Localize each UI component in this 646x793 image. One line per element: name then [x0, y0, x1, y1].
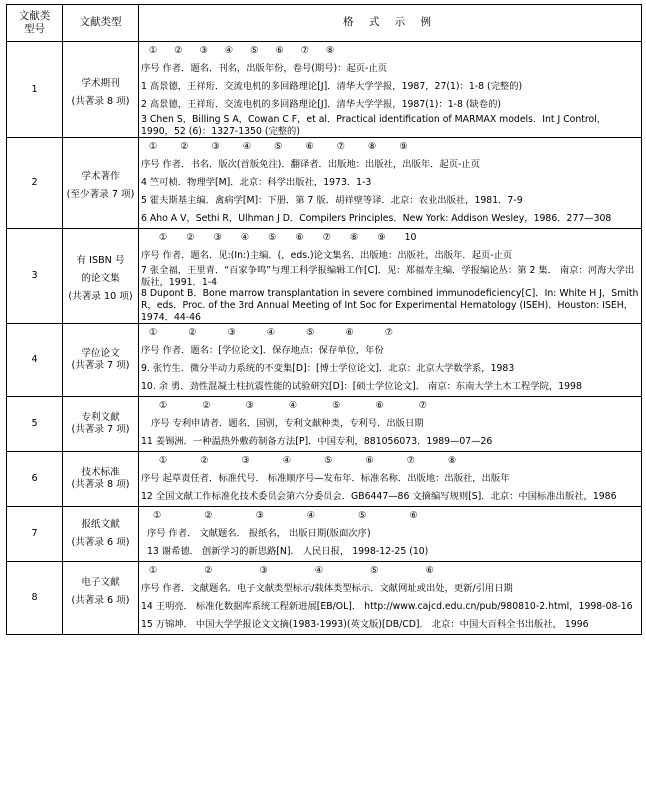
example-line: 15 万锦坤． 中国大学学报论文文摘(1983-1993)(英文版)[DB/CD]． 北京：中国大百科全书出版社， 1996	[141, 619, 589, 631]
type-cell	[63, 229, 139, 324]
type-count: (共著录 6 项)	[71, 595, 130, 607]
type-cell	[63, 42, 139, 138]
example-cell	[139, 324, 642, 397]
format-line: 序号 作者．题名．见:(In:)主编．(，eds.)论文集名．出版地：出版社，出版年．起页-止页	[141, 250, 513, 262]
example-cell	[139, 138, 642, 229]
format-line: 序号 作者．文献题名．电子文献类型标示/载体类型标示．文献网址或出处，更新/引用日期	[141, 583, 513, 595]
example-line: 14 王明亮． 标准化数据库系统工程新进展[EB/OL]． http://www.cajcd.edu.cn/pub/980810-2.html，1998-08-16	[141, 601, 633, 613]
type-count: (共著录 7 项)	[71, 424, 130, 436]
row-thesis	[7, 324, 642, 397]
example-line: 7 张全福，王里青．“百家争鸣”与理工科学报编辑工作[C]．见：郑福寿主编．学报编论丛：第 2 集． 南京：河海大学出版社，1991．1-4	[141, 265, 635, 288]
example-cell	[139, 229, 642, 324]
row-electronic	[7, 562, 642, 635]
example-line: 4 竺可桢．物理学[M]．北京：科学出版社，1973．1-3	[141, 177, 372, 189]
field-markers: ① ② ③ ④ ⑤ ⑥	[153, 510, 418, 522]
header-type: 文献类型	[63, 5, 139, 42]
example-line: 13 谢希德． 创新学习的新思路[N]． 人民日报， 1998-12-25 (10)	[147, 546, 429, 558]
type-cell	[63, 507, 139, 562]
field-markers: ① ② ③ ④ ⑤ ⑥ ⑦ ⑧ ⑨ 10	[159, 232, 417, 244]
example-cell	[139, 397, 642, 452]
type-label: 学术期刊	[81, 77, 120, 89]
row-proceedings	[7, 229, 642, 324]
format-line: 序号 作者．题名：[学位论文]．保存地点：保存单位，年份	[141, 345, 384, 357]
row-number: 4	[7, 324, 63, 397]
example-line: 5 霍夫斯基主编．禽病学[M]：下册．第 7 版．胡祥壁等译．北京：农业出版社，1981．7-9	[141, 195, 523, 207]
reference-format-table	[6, 4, 642, 635]
type-cell	[63, 562, 139, 635]
row-book	[7, 138, 642, 229]
example-cell	[139, 452, 642, 507]
field-markers: ① ② ③ ④ ⑤ ⑥ ⑦	[159, 400, 428, 412]
example-line: 11 姜锡洲．一种温热外敷药制备方法[P]．中国专利，881056073．1989—07—26	[141, 436, 493, 448]
header-type-number	[7, 5, 63, 42]
row-journal	[7, 42, 642, 138]
type-count: (共著录 8 项)	[71, 479, 130, 491]
type-cell	[63, 397, 139, 452]
row-number: 3	[7, 229, 63, 324]
example-line: 3 Chen S，Billing S A，Cowan C F，et al．Practical identification of MARMAX models．Int J Control，1990，52 (6)：1327-1350 (完整的)	[141, 114, 607, 137]
field-markers: ① ② ③ ④ ⑤ ⑥ ⑦	[149, 327, 394, 339]
type-label: 学位论文	[81, 348, 120, 360]
row-number: 8	[7, 562, 63, 635]
row-number: 7	[7, 507, 63, 562]
example-line: 8 Dupont B．Bone marrow transplantation in severe combined immunodeficiency[C]．In: White H J，Smith R，eds．Proc. of the 3rd Annual Meeting of Int Soc for Experimental Hematology (ISEH)．Houston: ISEH，1974．44-46	[141, 288, 639, 323]
format-line: 序号 作者． 文献题名． 报纸名， 出版日期(版面次序)	[147, 528, 371, 540]
type-count: (共著录 8 项)	[71, 95, 130, 107]
example-cell	[139, 562, 642, 635]
type-label: 学术著作	[81, 171, 120, 183]
example-line: 6 Aho A V，Sethi R，Ulhman J D．Compilers Principles．New York: Addison Wesley，1986．277—308	[141, 213, 612, 225]
type-label: 电子文献	[81, 577, 120, 589]
type-cell	[63, 138, 139, 229]
type-label: 报纸文献	[81, 519, 120, 531]
row-number: 5	[7, 397, 63, 452]
row-patent	[7, 397, 642, 452]
header-type-number-line1: 文献类	[18, 9, 51, 22]
format-line: 序号 专利申请者．题名．国别，专利文献种类，专利号．出版日期	[151, 418, 424, 430]
row-number: 2	[7, 138, 63, 229]
type-count: (至少著录 7 项)	[66, 189, 135, 201]
example-line: 9. 张竹生．微分半动力系统的不变集[D]：[博士学位论文]．北京：北京大学数学系，1983	[141, 363, 515, 375]
type-cell	[63, 324, 139, 397]
row-newspaper	[7, 507, 642, 562]
example-line: 1 高景德，王祥珩．交流电机的多回路理论[J]．清华大学学报，1987，27(1)：1-8 (完整的)	[141, 81, 523, 93]
type-count: (共著录 6 项)	[71, 537, 130, 549]
type-label: 技术标准	[81, 467, 120, 479]
row-number: 1	[7, 42, 63, 138]
type-label: 有 ISBN 号	[76, 255, 125, 267]
example-line: 10. 余 勇．劲性混凝土柱抗震性能的试验研究[D]：[硕士学位论文]． 南京：东南大学土木工程学院，1998	[141, 381, 582, 393]
row-standard	[7, 452, 642, 507]
type-cell	[63, 452, 139, 507]
format-line: 序号 起草责任者．标准代号． 标准顺序号—发布年．标准名称．出版地：出版社，出版年	[141, 473, 510, 485]
field-markers: ① ② ③ ④ ⑤ ⑥ ⑦ ⑧	[149, 45, 335, 57]
header-format-example: 格 式 示 例	[139, 5, 642, 42]
field-markers: ① ② ③ ④ ⑤ ⑥	[149, 565, 434, 577]
field-markers: ① ② ③ ④ ⑤ ⑥ ⑦ ⑧	[159, 455, 457, 467]
header-row	[7, 5, 642, 42]
field-markers: ① ② ③ ④ ⑤ ⑥ ⑦ ⑧ ⑨	[149, 141, 408, 153]
type-label-2: 的论文集	[81, 273, 120, 285]
example-line: 12 全国文献工作标准化技术委员会第六分委员会．GB6447—86 文摘编写规则[S]．北京：中国标准出版社，1986	[141, 491, 617, 503]
type-count: (共著录 7 项)	[71, 360, 130, 372]
type-label: 专利文献	[81, 412, 120, 424]
example-line: 2 高景德，王祥珩．交流电机的多回路理论[J]．清华大学学报，1987(1)：1-8 (缺卷的)	[141, 99, 501, 111]
format-line: 序号 作者．题名．刊名，出版年份，卷号(期号)：起页-止页	[141, 63, 387, 75]
type-count: (共著录 10 项)	[68, 291, 133, 303]
format-line: 序号 作者．书名．版次(首版免注)．翻译者．出版地：出版社，出版年．起页-止页	[141, 159, 480, 171]
example-cell	[139, 42, 642, 138]
row-number: 6	[7, 452, 63, 507]
header-type-number-line2: 型号	[24, 23, 45, 35]
example-cell	[139, 507, 642, 562]
